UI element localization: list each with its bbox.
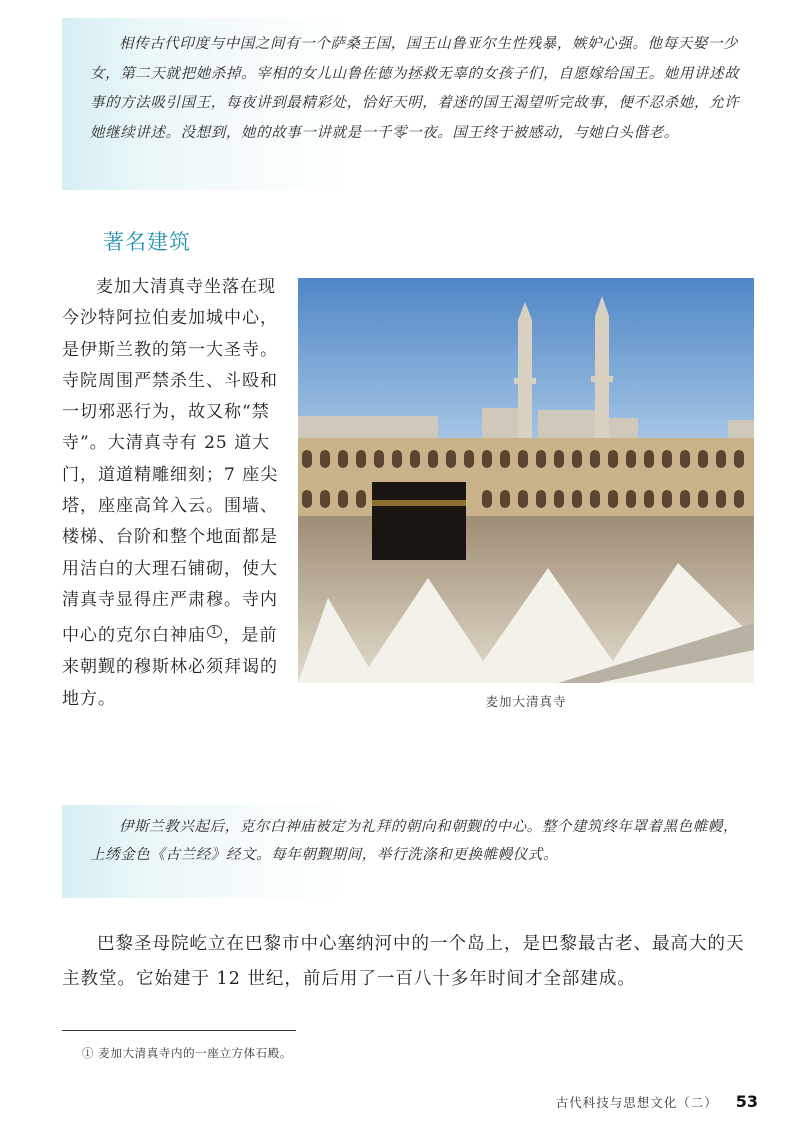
notre-dame-paragraph: 巴黎圣母院屹立在巴黎市中心塞纳河中的一个岛上，是巴黎最古老、最高大的天主教堂。它始建于 12 世纪，前后用了一百八十多年时间才全部建成。 [62,934,745,989]
footnote [82,1045,292,1061]
section-heading: 著名建筑 [103,230,191,254]
page-footer [556,1092,758,1111]
mecca-text-part1: 麦加大清真寺坐落在现今沙特阿拉伯麦加城中心，是伊斯兰教的第一大圣寺。寺院周围严禁杀生、斗殴和一切邪恶行为，故又称“禁寺”。大清真寺有 25 道大门，道道精雕细刻；7 座尖塔，座座高耸入云。围墙、楼梯、台阶和整个地面都是用洁白的大理石铺砌，使大清真寺显得庄严肃穆。寺内中心的克尔白神庙 [62,277,279,646]
kaaba [372,482,466,560]
story-text: 相传古代印度与中国之间有一个萨桑王国，国王山鲁亚尔生性残暴，嫉妒心强。他每天娶一少女，第二天就把她杀掉。宰相的女儿山鲁佐德为拯救无辜的女孩子们，自愿嫁给国王。她用讲述故事的方法吸引国王，每夜讲到最精彩处，恰好天明，着迷的国王渴望听完故事，便不忍杀她，允许她继续讲述。没想到，她的故事一讲就是一千零一夜。国王终于被感动，与她白头偕老。 [90,36,740,141]
mecca-mosque-photo [298,278,754,683]
book-title: 古代科技与思想文化（二） [555,1095,718,1110]
footnote-marker: ① [82,1046,95,1060]
kaaba-info-text: 伊斯兰教兴起后，克尔白神庙被定为礼拜的朝向和朝觐的中心。整个建筑终年罩着黑色帷幔，上绣金色《古兰经》经文。每年朝觐期间，举行洗涤和更换帷幔仪式。 [90,819,739,863]
footnote-text: 麦加大清真寺内的一座立方体石殿。 [98,1046,292,1060]
figure-caption: 麦加大清真寺 [485,694,567,709]
page-number: 53 [735,1092,758,1111]
footnote-rule [62,1030,296,1031]
mecca-description [62,272,286,715]
kaaba-info-box [62,805,776,898]
story-box [62,18,776,190]
footnote-ref: 1 [207,625,222,638]
mecca-text-part2: ，是前来朝觐的穆斯林必须拜谒的地方。 [62,625,278,709]
